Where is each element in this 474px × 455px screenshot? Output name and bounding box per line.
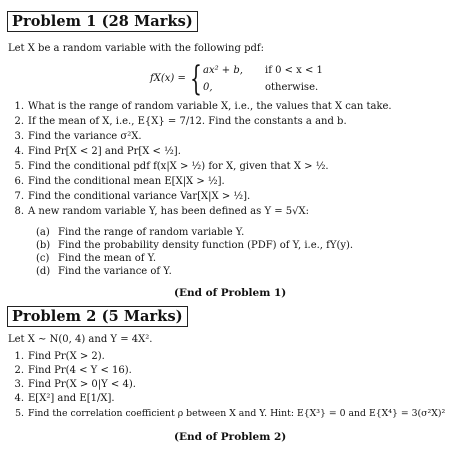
problem-1-intro: Let X be a random variable with the following pdf: [8,43,264,54]
list-item: 6. Find the conditional mean E[X|X > ½]. [14,176,225,187]
list-item: 3. Find Pr(X > 0|Y < 4). [14,379,136,390]
left-brace-icon: { [190,59,202,99]
list-item: 1. Find Pr(X > 2). [14,351,105,362]
sub-list-item: (c) Find the mean of Y. [36,253,157,264]
list-item: 4. Find Pr[X < 2] and Pr[X < ½]. [14,146,181,157]
list-item: 4. E[X²] and E[1/X]. [14,393,115,404]
list-item: 5. Find the correlation coefficient ρ between X and Y. Hint: E{X³} = 0 and E{X⁴} = 3(σ²X)² [15,408,446,419]
pdf-case2-expression: 0, [203,82,213,93]
pdf-lhs: fX(x) = [150,73,186,84]
problem-1-end: (End of Problem 1) [174,287,287,299]
sub-list-item: (b) Find the probability density function (PDF) of Y, i.e., fY(y). [36,240,354,251]
list-item: 2. If the mean of X, i.e., E{X} = 7/12. Find the constants a and b. [14,116,347,127]
list-item: 5. Find the conditional pdf f(x|X > ½) for X, given that X > ½. [14,161,329,172]
pdf-case2-condition: otherwise. [265,82,319,93]
problem-2-intro: Let X ∼ N(0, 4) and Y = 4X². [8,334,153,345]
pdf-case1-expression: ax² + b, [203,65,243,76]
list-item: 3. Find the variance σ²X. [14,131,142,142]
problem-1-title: Problem 1 (28 Marks) [7,11,198,32]
problem-2-end: (End of Problem 2) [174,431,287,443]
sub-list-item: (a) Find the range of random variable Y. [36,227,245,238]
list-item: 1. What is the range of random variable X, i.e., the values that X can take. [14,101,392,112]
list-item: 2. Find Pr(4 < Y < 16). [14,365,132,376]
sub-list-item: (d) Find the variance of Y. [36,266,172,277]
pdf-case1-condition: if 0 < x < 1 [265,65,323,76]
list-item: 7. Find the conditional variance Var[X|X > ½]. [14,191,251,202]
problem-2-title: Problem 2 (5 Marks) [7,306,188,327]
list-item: 8. A new random variable Y, has been defined as Y = 5√X: [14,206,310,217]
